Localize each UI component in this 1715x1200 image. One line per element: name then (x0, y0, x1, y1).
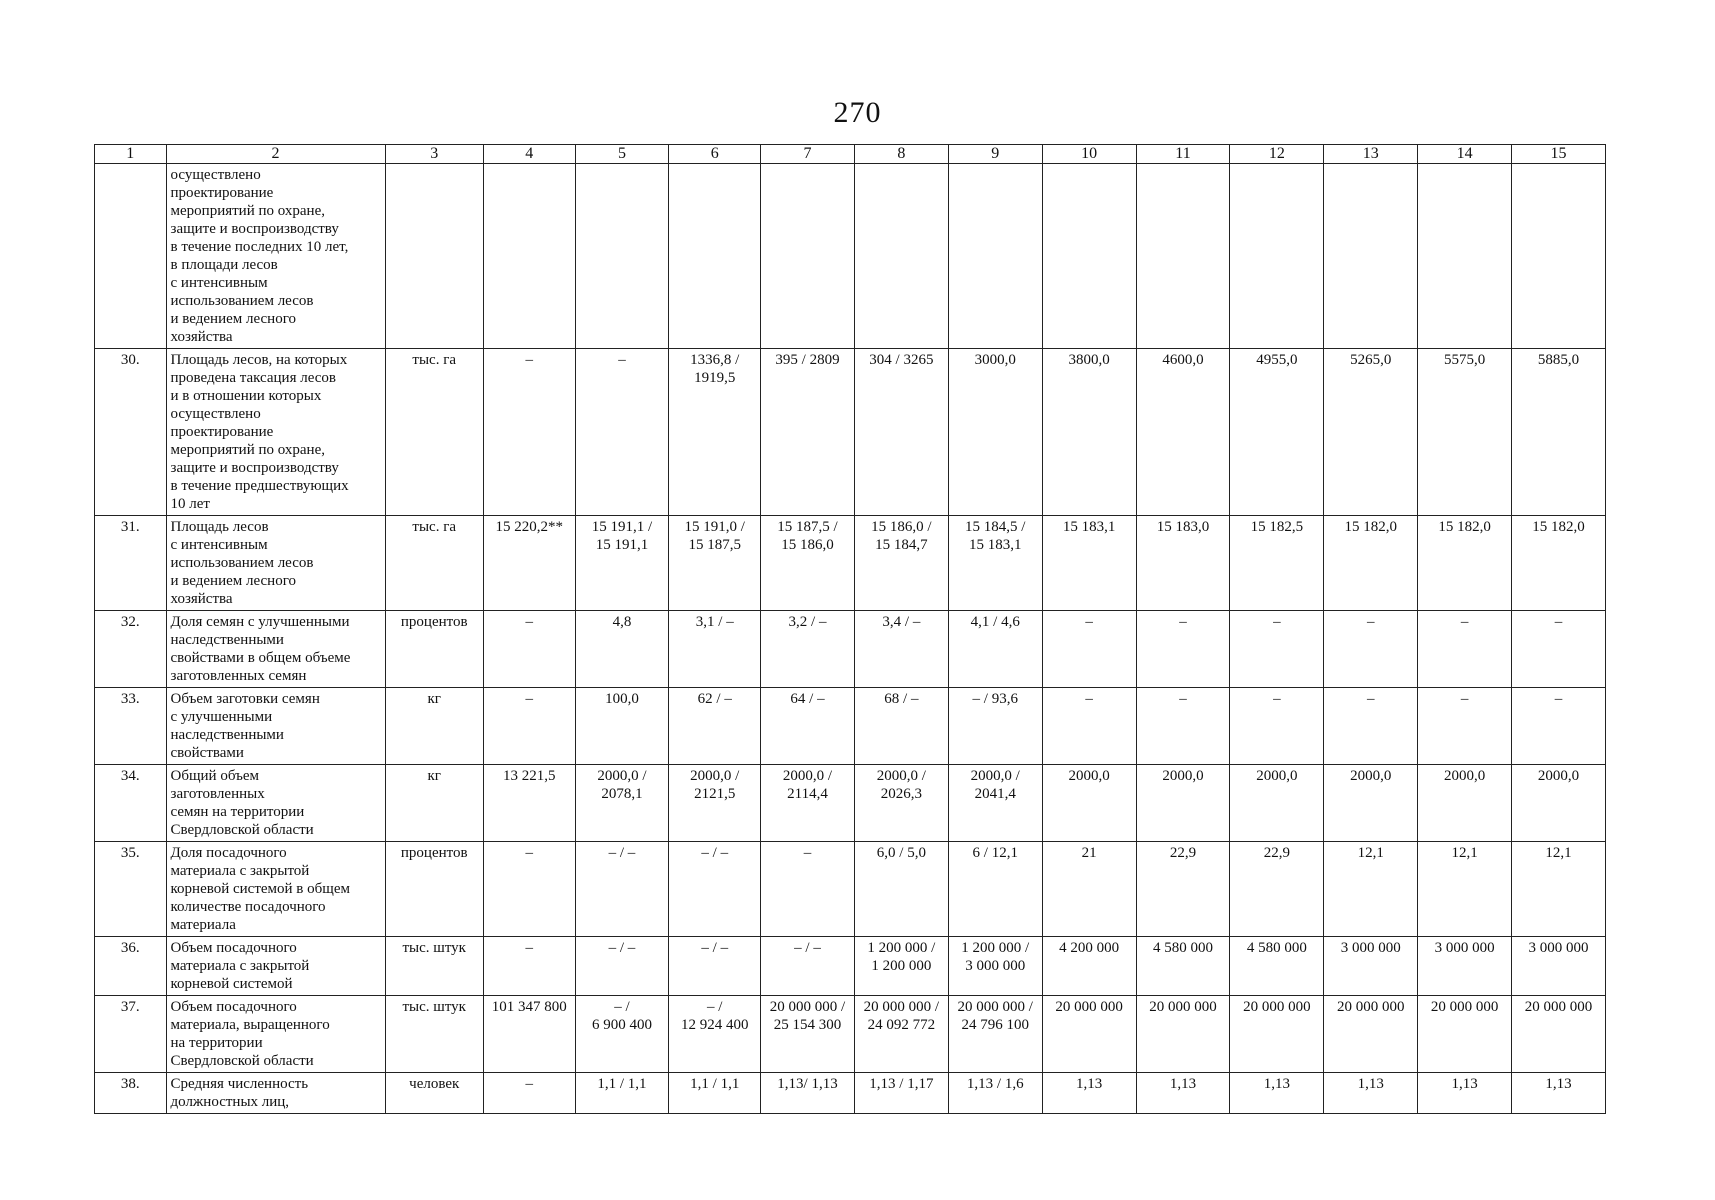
indicator-name: Общий объем заготовленных семян на территории Свердловской области (166, 765, 385, 842)
value-cell: 15 220,2** (483, 516, 575, 611)
value-cell: – (483, 1073, 575, 1114)
value-cell: 6,0 / 5,0 (854, 842, 948, 937)
table-row (95, 164, 1606, 349)
column-header: 7 (761, 145, 855, 164)
value-cell: 21 (1042, 842, 1136, 937)
value-cell: – / – (669, 842, 761, 937)
value-cell: – (483, 937, 575, 996)
value-cell: 2000,0 (1136, 765, 1230, 842)
value-cell: 3 000 000 (1512, 937, 1606, 996)
value-cell: – / – (575, 937, 669, 996)
indicator-name: Объем посадочного материала с закрытой корневой системой (166, 937, 385, 996)
value-cell: – (1324, 688, 1418, 765)
row-number: 37. (95, 996, 167, 1073)
column-header: 1 (95, 145, 167, 164)
row-number: 30. (95, 349, 167, 516)
column-header: 6 (669, 145, 761, 164)
value-cell: 2000,0 / 2026,3 (854, 765, 948, 842)
value-cell: 1,13 (1512, 1073, 1606, 1114)
value-cell: 15 183,0 (1136, 516, 1230, 611)
value-cell: 1,13 (1324, 1073, 1418, 1114)
value-cell: 1,13 / 1,17 (854, 1073, 948, 1114)
table-row (95, 349, 1606, 516)
value-cell: 20 000 000 (1512, 996, 1606, 1073)
value-cell: – (483, 611, 575, 688)
value-cell (854, 164, 948, 349)
indicator-name: Объем посадочного материала, выращенного на территории Свердловской области (166, 996, 385, 1073)
column-header: 12 (1230, 145, 1324, 164)
value-cell: 4,1 / 4,6 (948, 611, 1042, 688)
value-cell: 4955,0 (1230, 349, 1324, 516)
value-cell: 2000,0 / 2078,1 (575, 765, 669, 842)
table-header (95, 145, 1606, 164)
table-row (95, 996, 1606, 1073)
table-row (95, 937, 1606, 996)
table-row (95, 1073, 1606, 1114)
value-cell: 3,2 / – (761, 611, 855, 688)
value-cell (1418, 164, 1512, 349)
value-cell: 6 / 12,1 (948, 842, 1042, 937)
value-cell (1230, 164, 1324, 349)
value-cell: 1,1 / 1,1 (669, 1073, 761, 1114)
value-cell: 304 / 3265 (854, 349, 948, 516)
value-cell: 20 000 000 (1042, 996, 1136, 1073)
indicator-name: Средняя численность должностных лиц, (166, 1073, 385, 1114)
column-header: 4 (483, 145, 575, 164)
value-cell: – (1418, 611, 1512, 688)
value-cell: 3800,0 (1042, 349, 1136, 516)
value-cell: 4 200 000 (1042, 937, 1136, 996)
table-row (95, 611, 1606, 688)
value-cell: 20 000 000 (1136, 996, 1230, 1073)
unit-cell: тыс. штук (385, 996, 483, 1073)
value-cell: – / 12 924 400 (669, 996, 761, 1073)
value-cell: 15 184,5 / 15 183,1 (948, 516, 1042, 611)
value-cell: 68 / – (854, 688, 948, 765)
value-cell: 1,13/ 1,13 (761, 1073, 855, 1114)
unit-cell: человек (385, 1073, 483, 1114)
value-cell: 15 183,1 (1042, 516, 1136, 611)
value-cell: – (1418, 688, 1512, 765)
value-cell (1324, 164, 1418, 349)
value-cell: – / 6 900 400 (575, 996, 669, 1073)
indicator-name: Доля семян с улучшенными наследственными свойствами в общем объеме заготовленных семян (166, 611, 385, 688)
value-cell: 2000,0 (1418, 765, 1512, 842)
value-cell: 4,8 (575, 611, 669, 688)
column-header: 2 (166, 145, 385, 164)
indicators-table (94, 144, 1606, 1114)
value-cell: 13 221,5 (483, 765, 575, 842)
value-cell (1512, 164, 1606, 349)
value-cell: 1,1 / 1,1 (575, 1073, 669, 1114)
value-cell: 3000,0 (948, 349, 1042, 516)
indicator-name: осуществлено проектирование мероприятий по охране, защите и воспроизводству в течение последних 10 лет, в площади лесов с интенсивным использованием лесов и ведением лесного хозяйства (166, 164, 385, 349)
value-cell: 22,9 (1230, 842, 1324, 937)
column-header: 8 (854, 145, 948, 164)
unit-cell: процентов (385, 842, 483, 937)
value-cell: 20 000 000 (1230, 996, 1324, 1073)
column-header: 14 (1418, 145, 1512, 164)
value-cell: 3 000 000 (1324, 937, 1418, 996)
value-cell: – (1230, 611, 1324, 688)
row-number: 35. (95, 842, 167, 937)
value-cell: 15 182,0 (1418, 516, 1512, 611)
value-cell: – (1512, 688, 1606, 765)
header-row (95, 145, 1606, 164)
value-cell (575, 164, 669, 349)
indicator-name: Доля посадочного материала с закрытой корневой системой в общем количестве посадочного материала (166, 842, 385, 937)
value-cell: 2000,0 (1324, 765, 1418, 842)
row-number: 33. (95, 688, 167, 765)
value-cell: 15 186,0 / 15 184,7 (854, 516, 948, 611)
value-cell: – (1230, 688, 1324, 765)
value-cell: 2000,0 / 2041,4 (948, 765, 1042, 842)
table-row (95, 842, 1606, 937)
value-cell: – (483, 688, 575, 765)
value-cell: – / 93,6 (948, 688, 1042, 765)
value-cell: 15 182,0 (1324, 516, 1418, 611)
value-cell: 4 580 000 (1230, 937, 1324, 996)
value-cell: 1,13 (1136, 1073, 1230, 1114)
unit-cell: тыс. га (385, 349, 483, 516)
value-cell: 20 000 000 / 24 796 100 (948, 996, 1042, 1073)
value-cell: – (1324, 611, 1418, 688)
value-cell: 3 000 000 (1418, 937, 1512, 996)
indicator-name: Объем заготовки семян с улучшенными наследственными свойствами (166, 688, 385, 765)
table-row (95, 516, 1606, 611)
value-cell: 1,13 (1230, 1073, 1324, 1114)
value-cell: – (1136, 688, 1230, 765)
value-cell: 1 200 000 / 3 000 000 (948, 937, 1042, 996)
row-number: 34. (95, 765, 167, 842)
indicator-name: Площадь лесов, на которых проведена таксация лесов и в отношении которых осуществлено проектирование мероприятий по охране, защите и воспроизводству в течение предшествующих 10 лет (166, 349, 385, 516)
column-header: 10 (1042, 145, 1136, 164)
value-cell: 2000,0 (1042, 765, 1136, 842)
unit-cell: тыс. га (385, 516, 483, 611)
unit-cell (385, 164, 483, 349)
value-cell: 15 182,0 (1512, 516, 1606, 611)
row-number: 32. (95, 611, 167, 688)
value-cell: 3,1 / – (669, 611, 761, 688)
value-cell: 1,13 (1418, 1073, 1512, 1114)
column-header: 9 (948, 145, 1042, 164)
value-cell: 101 347 800 (483, 996, 575, 1073)
value-cell: 15 182,5 (1230, 516, 1324, 611)
value-cell: 4 580 000 (1136, 937, 1230, 996)
unit-cell: процентов (385, 611, 483, 688)
value-cell: 22,9 (1136, 842, 1230, 937)
value-cell: 5265,0 (1324, 349, 1418, 516)
unit-cell: кг (385, 688, 483, 765)
value-cell (669, 164, 761, 349)
value-cell: – (575, 349, 669, 516)
value-cell: 4600,0 (1136, 349, 1230, 516)
value-cell: 64 / – (761, 688, 855, 765)
row-number: 38. (95, 1073, 167, 1114)
column-header: 13 (1324, 145, 1418, 164)
table-row (95, 765, 1606, 842)
value-cell: 2000,0 (1230, 765, 1324, 842)
value-cell: 395 / 2809 (761, 349, 855, 516)
value-cell: – (1042, 611, 1136, 688)
value-cell: – (1042, 688, 1136, 765)
value-cell: 12,1 (1418, 842, 1512, 937)
indicator-name: Площадь лесов с интенсивным использованием лесов и ведением лесного хозяйства (166, 516, 385, 611)
value-cell: 1,13 (1042, 1073, 1136, 1114)
value-cell: 100,0 (575, 688, 669, 765)
value-cell: 12,1 (1324, 842, 1418, 937)
value-cell: 20 000 000 (1324, 996, 1418, 1073)
value-cell: 20 000 000 / 24 092 772 (854, 996, 948, 1073)
unit-cell: кг (385, 765, 483, 842)
value-cell: 12,1 (1512, 842, 1606, 937)
column-header: 11 (1136, 145, 1230, 164)
value-cell: 15 191,0 / 15 187,5 (669, 516, 761, 611)
value-cell: – (761, 842, 855, 937)
value-cell (948, 164, 1042, 349)
value-cell: 15 187,5 / 15 186,0 (761, 516, 855, 611)
value-cell: 5885,0 (1512, 349, 1606, 516)
value-cell: – (1136, 611, 1230, 688)
value-cell: 2000,0 / 2114,4 (761, 765, 855, 842)
value-cell: 1 200 000 / 1 200 000 (854, 937, 948, 996)
value-cell: 3,4 / – (854, 611, 948, 688)
column-header: 15 (1512, 145, 1606, 164)
table-row (95, 688, 1606, 765)
value-cell: 2000,0 (1512, 765, 1606, 842)
value-cell: – / – (575, 842, 669, 937)
unit-cell: тыс. штук (385, 937, 483, 996)
value-cell: 5575,0 (1418, 349, 1512, 516)
value-cell: 62 / – (669, 688, 761, 765)
row-number: 36. (95, 937, 167, 996)
row-number (95, 164, 167, 349)
column-header: 5 (575, 145, 669, 164)
value-cell: – (483, 349, 575, 516)
value-cell: 20 000 000 (1418, 996, 1512, 1073)
value-cell (1136, 164, 1230, 349)
value-cell: – (1512, 611, 1606, 688)
value-cell (761, 164, 855, 349)
table-body (95, 164, 1606, 1114)
value-cell: 20 000 000 / 25 154 300 (761, 996, 855, 1073)
value-cell: – / – (669, 937, 761, 996)
column-header: 3 (385, 145, 483, 164)
value-cell: 15 191,1 / 15 191,1 (575, 516, 669, 611)
row-number: 31. (95, 516, 167, 611)
value-cell: – (483, 842, 575, 937)
page-number: 270 (833, 96, 882, 129)
value-cell (483, 164, 575, 349)
value-cell (1042, 164, 1136, 349)
value-cell: 1336,8 / 1919,5 (669, 349, 761, 516)
value-cell: 2000,0 / 2121,5 (669, 765, 761, 842)
value-cell: – / – (761, 937, 855, 996)
value-cell: 1,13 / 1,6 (948, 1073, 1042, 1114)
